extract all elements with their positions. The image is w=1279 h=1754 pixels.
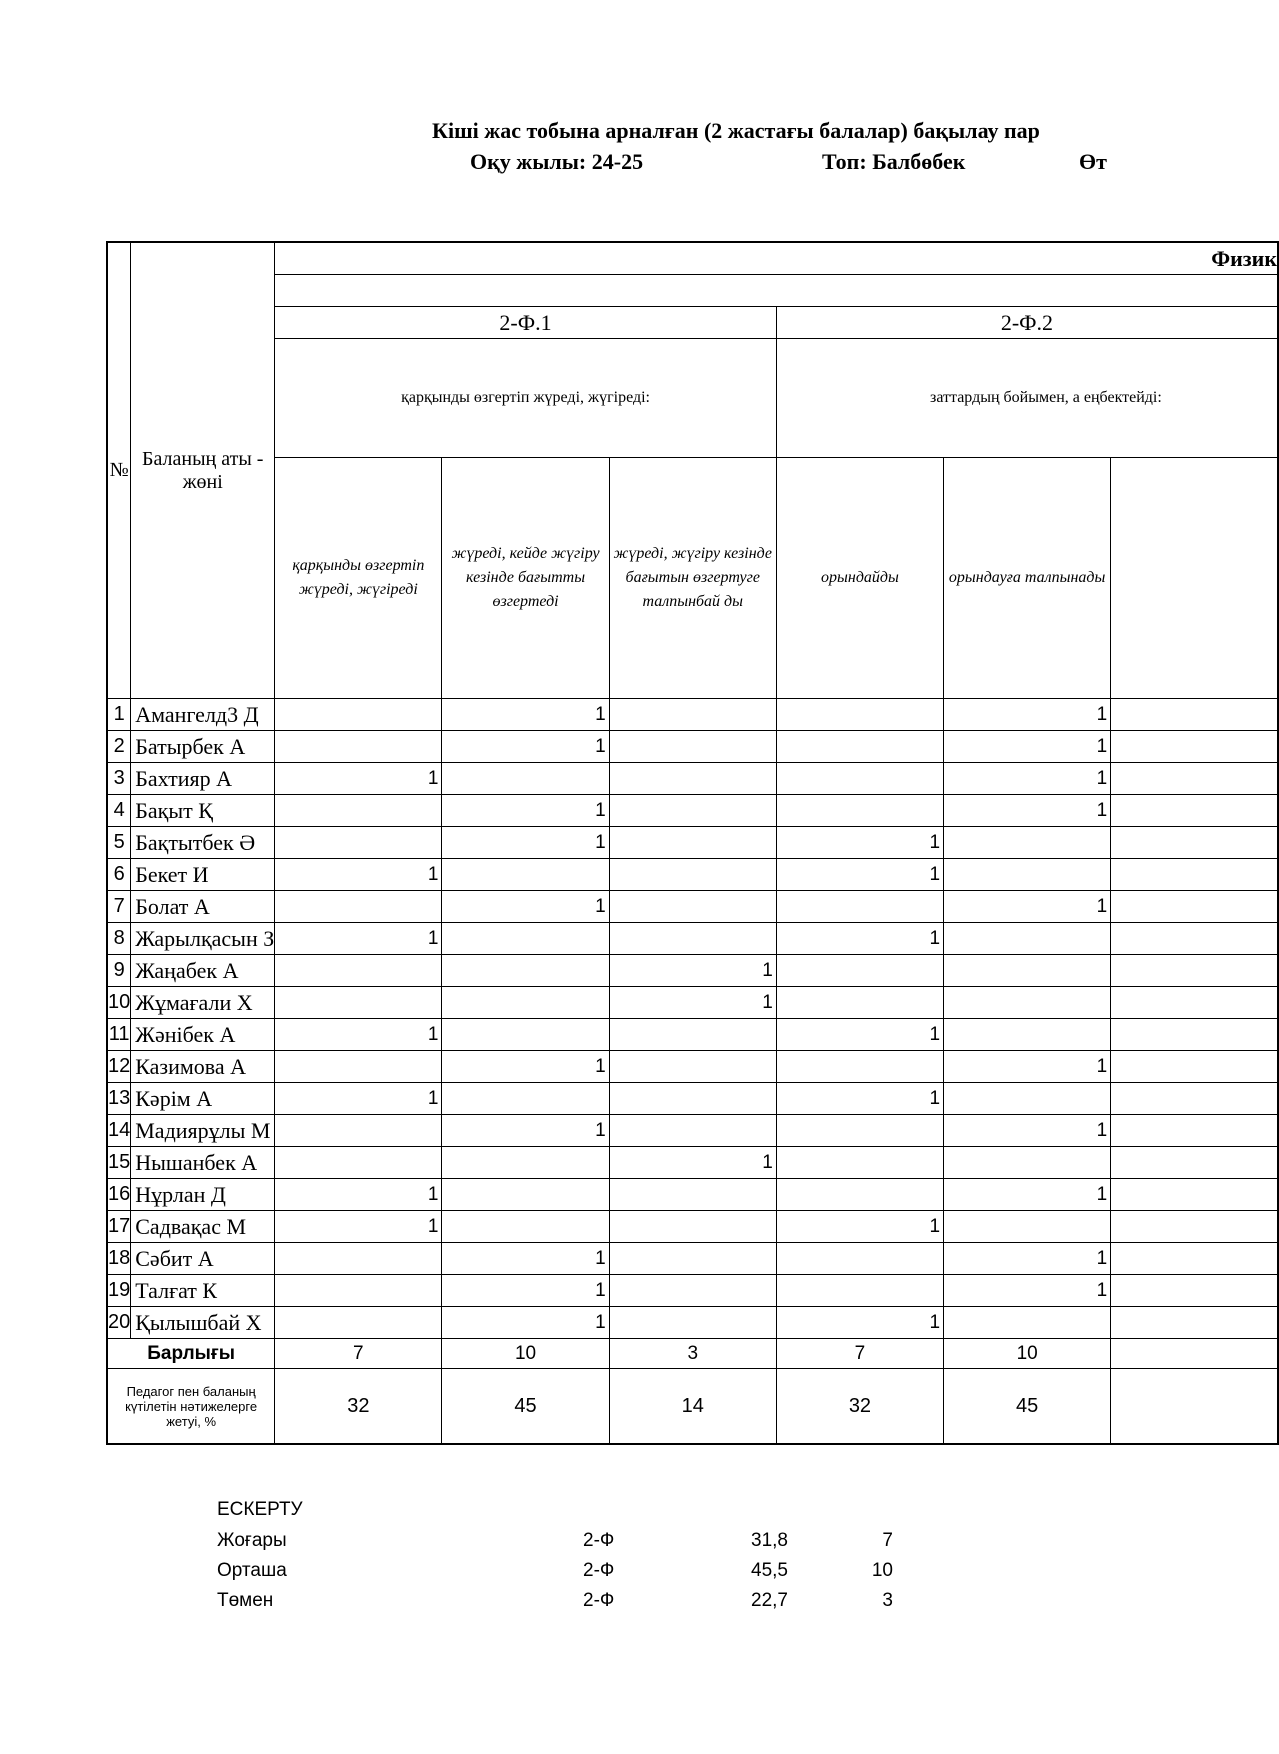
table-row <box>107 1179 1278 1211</box>
score-cell <box>944 1083 1111 1115</box>
table-row <box>107 1307 1278 1339</box>
score-cell: 1 <box>442 1243 609 1275</box>
score-cell <box>609 1307 776 1339</box>
score-cell: 1 <box>776 1211 943 1243</box>
row-number: 2 <box>107 731 131 763</box>
total-cell: 7 <box>275 1339 442 1369</box>
score-cell <box>1111 1083 1278 1115</box>
child-name: Жаңабек А <box>131 955 275 987</box>
score-cell <box>275 1307 442 1339</box>
score-cell <box>1111 827 1278 859</box>
score-cell <box>1111 891 1278 923</box>
child-name: Бахтияр А <box>131 763 275 795</box>
score-cell: 1 <box>609 955 776 987</box>
academic-year: Оқу жылы: 24-25 <box>470 149 644 174</box>
score-cell <box>609 1275 776 1307</box>
child-name: Жәнібек А <box>131 1019 275 1051</box>
group-name: Топ: Балбөбек <box>822 149 966 174</box>
note-code: 2-Ф <box>583 1560 615 1581</box>
score-cell <box>609 923 776 955</box>
child-name: Амангелд3 Д <box>131 699 275 731</box>
score-cell <box>1111 699 1278 731</box>
skill-code-2: 2-Ф.2 <box>776 307 1278 339</box>
score-cell <box>776 987 943 1019</box>
table-row <box>107 1243 1278 1275</box>
score-cell: 1 <box>275 859 442 891</box>
score-cell: 1 <box>442 1307 609 1339</box>
score-cell <box>275 699 442 731</box>
score-cell: 1 <box>442 891 609 923</box>
score-cell <box>609 827 776 859</box>
score-cell <box>275 955 442 987</box>
score-cell <box>1111 987 1278 1019</box>
percent-cell: 32 <box>776 1369 943 1445</box>
score-cell: 1 <box>776 1083 943 1115</box>
percent-cell <box>1111 1369 1278 1445</box>
skill-code-1: 2-Ф.1 <box>275 307 777 339</box>
row-number: 4 <box>107 795 131 827</box>
score-cell: 1 <box>442 827 609 859</box>
score-cell <box>1111 731 1278 763</box>
score-cell: 1 <box>609 987 776 1019</box>
score-cell <box>944 923 1111 955</box>
total-cell <box>1111 1339 1278 1369</box>
table-row <box>107 1019 1278 1051</box>
score-cell <box>776 1051 943 1083</box>
score-cell <box>275 1147 442 1179</box>
score-cell <box>1111 1019 1278 1051</box>
notes-title: ЕСКЕРТУ <box>217 1499 303 1520</box>
percent-row <box>107 1369 1278 1445</box>
score-cell <box>944 859 1111 891</box>
score-cell <box>1111 1307 1278 1339</box>
percent-cell: 45 <box>944 1369 1111 1445</box>
score-cell <box>944 1211 1111 1243</box>
score-cell: 1 <box>944 891 1111 923</box>
score-cell: 1 <box>442 699 609 731</box>
score-cell <box>1111 795 1278 827</box>
row-number: 16 <box>107 1179 131 1211</box>
score-cell <box>442 1179 609 1211</box>
percent-cell: 32 <box>275 1369 442 1445</box>
score-cell <box>442 955 609 987</box>
score-cell <box>944 827 1111 859</box>
score-cell: 1 <box>275 1211 442 1243</box>
score-cell <box>609 1019 776 1051</box>
header-truncated-text: Өт <box>1079 149 1107 174</box>
score-cell: 1 <box>275 763 442 795</box>
note-level-label: Орташа <box>217 1560 287 1581</box>
row-number: 5 <box>107 827 131 859</box>
score-cell <box>776 795 943 827</box>
score-cell: 1 <box>944 731 1111 763</box>
score-cell: 1 <box>944 763 1111 795</box>
score-cell <box>609 795 776 827</box>
table-row <box>107 923 1278 955</box>
score-cell: 1 <box>776 859 943 891</box>
row-number: 10 <box>107 987 131 1019</box>
score-cell: 1 <box>944 699 1111 731</box>
skill-description-2: заттардың бойымен, а еңбектейді: <box>776 339 1278 458</box>
total-cell: 3 <box>609 1339 776 1369</box>
score-cell: 1 <box>609 1147 776 1179</box>
child-name: Батырбек А <box>131 731 275 763</box>
score-cell <box>776 955 943 987</box>
score-cell <box>776 891 943 923</box>
score-cell <box>442 763 609 795</box>
totals-label: Барлығы <box>107 1339 275 1369</box>
score-cell <box>1111 1147 1278 1179</box>
score-cell <box>1111 763 1278 795</box>
score-cell: 1 <box>944 1243 1111 1275</box>
child-name: Бақыт Қ <box>131 795 275 827</box>
section-header: Физик <box>275 242 1278 275</box>
score-cell: 1 <box>442 795 609 827</box>
score-cell <box>944 1307 1111 1339</box>
score-cell <box>609 1243 776 1275</box>
sub-header-1: қарқынды өзгертіп жүреді, жүгіреді <box>275 458 442 699</box>
score-cell <box>776 1243 943 1275</box>
score-cell: 1 <box>275 1019 442 1051</box>
child-name: Бақтытбек Ә <box>131 827 275 859</box>
row-number: 17 <box>107 1211 131 1243</box>
child-name: Қылышбай Х <box>131 1307 275 1339</box>
score-cell: 1 <box>442 1275 609 1307</box>
score-cell <box>275 731 442 763</box>
sub-header-3: жүреді, жүгіру кезінде бағытын өзгертуге талпынбай ды <box>609 458 776 699</box>
score-cell <box>1111 955 1278 987</box>
table-row <box>107 1083 1278 1115</box>
skill-description-1: қарқынды өзгертіп жүреді, жүгіреді: <box>275 339 777 458</box>
table-row <box>107 1115 1278 1147</box>
table-row <box>107 1051 1278 1083</box>
total-cell: 7 <box>776 1339 943 1369</box>
table-row <box>107 955 1278 987</box>
score-cell <box>1111 923 1278 955</box>
total-cell: 10 <box>442 1339 609 1369</box>
note-level-label: Төмен <box>217 1590 274 1611</box>
score-cell <box>776 1147 943 1179</box>
score-cell: 1 <box>275 923 442 955</box>
score-cell <box>275 1243 442 1275</box>
score-cell <box>609 1211 776 1243</box>
assessment-table-viewport <box>106 241 1277 1463</box>
assessment-table <box>106 241 1279 1445</box>
note-percent: 31,8 <box>751 1530 788 1551</box>
score-cell: 1 <box>442 1115 609 1147</box>
row-number: 3 <box>107 763 131 795</box>
score-cell <box>776 1115 943 1147</box>
note-count: 3 <box>882 1590 893 1611</box>
note-count: 10 <box>871 1560 893 1581</box>
row-number: 9 <box>107 955 131 987</box>
score-cell <box>1111 1211 1278 1243</box>
score-cell: 1 <box>944 1275 1111 1307</box>
score-cell <box>275 1051 442 1083</box>
page-title: Кіші жас тобына арналған (2 жастағы балалар) бақылау пар <box>432 118 1040 143</box>
score-cell <box>609 859 776 891</box>
score-cell <box>442 1019 609 1051</box>
child-name: Жарылқасын З <box>131 923 275 955</box>
note-count: 7 <box>882 1530 893 1551</box>
score-cell: 1 <box>776 923 943 955</box>
score-cell <box>275 1115 442 1147</box>
score-cell <box>776 731 943 763</box>
no-column-header: № <box>107 242 131 699</box>
score-cell <box>609 731 776 763</box>
child-name: Талғат К <box>131 1275 275 1307</box>
child-name: Нұрлан Д <box>131 1179 275 1211</box>
score-cell: 1 <box>776 1307 943 1339</box>
percent-cell: 45 <box>442 1369 609 1445</box>
score-cell <box>1111 1115 1278 1147</box>
note-percent: 22,7 <box>751 1590 788 1611</box>
child-name: Сәбит А <box>131 1243 275 1275</box>
sub-header-5: орындауға талпынады <box>944 458 1111 699</box>
score-cell <box>609 699 776 731</box>
child-name: Нышанбек А <box>131 1147 275 1179</box>
score-cell: 1 <box>944 795 1111 827</box>
name-column-header: Баланың аты - жөні <box>131 242 275 699</box>
score-cell <box>609 1051 776 1083</box>
score-cell: 1 <box>944 1051 1111 1083</box>
row-number: 13 <box>107 1083 131 1115</box>
score-cell <box>776 763 943 795</box>
score-cell <box>609 1115 776 1147</box>
table-row <box>107 987 1278 1019</box>
child-name: Казимова А <box>131 1051 275 1083</box>
table-row <box>107 1275 1278 1307</box>
score-cell <box>944 1147 1111 1179</box>
note-level-label: Жоғары <box>217 1530 287 1551</box>
score-cell <box>1111 1179 1278 1211</box>
child-name: Мадиярұлы М <box>131 1115 275 1147</box>
table-row <box>107 763 1278 795</box>
totals-row <box>107 1339 1278 1369</box>
score-cell <box>944 1019 1111 1051</box>
note-code: 2-Ф <box>583 1530 615 1551</box>
row-number: 12 <box>107 1051 131 1083</box>
table-row <box>107 827 1278 859</box>
score-cell <box>275 891 442 923</box>
score-cell <box>609 1179 776 1211</box>
score-cell <box>1111 1051 1278 1083</box>
row-number: 6 <box>107 859 131 891</box>
score-cell <box>442 1083 609 1115</box>
score-cell: 1 <box>776 1019 943 1051</box>
score-cell <box>609 891 776 923</box>
score-cell <box>609 763 776 795</box>
score-cell <box>275 795 442 827</box>
child-name: Болат А <box>131 891 275 923</box>
score-cell <box>1111 859 1278 891</box>
table-row <box>107 731 1278 763</box>
score-cell: 1 <box>776 827 943 859</box>
score-cell <box>275 987 442 1019</box>
total-cell: 10 <box>944 1339 1111 1369</box>
row-number: 18 <box>107 1243 131 1275</box>
score-cell <box>442 923 609 955</box>
child-name: Бекет И <box>131 859 275 891</box>
score-cell <box>442 859 609 891</box>
table-row <box>107 795 1278 827</box>
child-name: Кәрім А <box>131 1083 275 1115</box>
child-name: Жұмағали Х <box>131 987 275 1019</box>
score-cell: 1 <box>442 731 609 763</box>
row-number: 19 <box>107 1275 131 1307</box>
score-cell <box>442 987 609 1019</box>
score-cell <box>944 955 1111 987</box>
percent-cell: 14 <box>609 1369 776 1445</box>
score-cell: 1 <box>944 1115 1111 1147</box>
row-number: 8 <box>107 923 131 955</box>
score-cell <box>442 1147 609 1179</box>
score-cell <box>944 987 1111 1019</box>
score-cell <box>275 1275 442 1307</box>
score-cell <box>776 699 943 731</box>
note-code: 2-Ф <box>583 1590 615 1611</box>
score-cell <box>442 1211 609 1243</box>
table-row <box>107 891 1278 923</box>
score-cell <box>1111 1243 1278 1275</box>
note-percent: 45,5 <box>751 1560 788 1581</box>
sub-header-4: орындайды <box>776 458 943 699</box>
row-number: 7 <box>107 891 131 923</box>
score-cell <box>1111 1275 1278 1307</box>
score-cell <box>609 1083 776 1115</box>
sub-header-6 <box>1111 458 1278 699</box>
table-row <box>107 1147 1278 1179</box>
percent-label: Педагог пен баланың күтілетін нәтижелерге жетуі, % <box>107 1369 275 1445</box>
score-cell: 1 <box>944 1179 1111 1211</box>
score-cell: 1 <box>275 1179 442 1211</box>
sub-header-2: жүреді, кейде жүгіру кезінде бағытты өзгертеді <box>442 458 609 699</box>
row-number: 20 <box>107 1307 131 1339</box>
child-name: Садвақас М <box>131 1211 275 1243</box>
row-number: 14 <box>107 1115 131 1147</box>
table-row <box>107 859 1278 891</box>
row-number: 1 <box>107 699 131 731</box>
score-cell <box>275 827 442 859</box>
blank-header-row <box>275 275 1278 307</box>
score-cell <box>776 1179 943 1211</box>
table-row <box>107 1211 1278 1243</box>
row-number: 15 <box>107 1147 131 1179</box>
table-row <box>107 699 1278 731</box>
score-cell: 1 <box>275 1083 442 1115</box>
row-number: 11 <box>107 1019 131 1051</box>
score-cell: 1 <box>442 1051 609 1083</box>
score-cell <box>776 1275 943 1307</box>
